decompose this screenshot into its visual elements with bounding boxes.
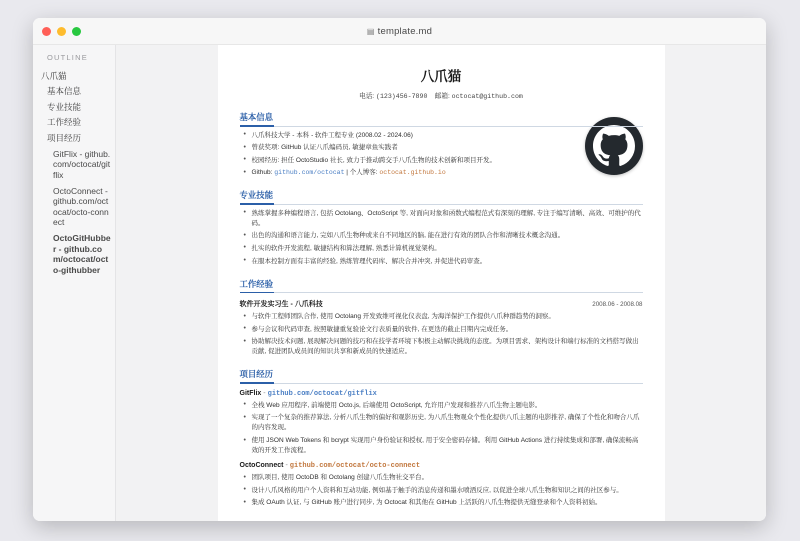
phone-label: 电话: — [359, 93, 375, 100]
basic-info-list — [240, 131, 643, 179]
section-heading-basic-info: 基本信息 — [240, 111, 643, 127]
document-icon: ▤ — [366, 26, 375, 36]
project-list-gitflix — [240, 401, 643, 456]
list-item: • 全栈 Web 应用程序, 前端使用 Octo.js, 后端使用 OctoScript, 允许用户发现和推荐八爪生物主题电影。 — [251, 401, 643, 411]
outline-heading: OUTLINE — [47, 53, 88, 62]
list-item: • 扎实的软件开发流程, 敏捷结构和算法理解, 熟悉计算机视觉架构。 — [251, 244, 643, 254]
project-link[interactable]: github.com/octocat/octo-connect — [289, 462, 421, 471]
job-title: 软件开发实习生 - 八爪科技 — [239, 301, 323, 309]
email-value: octocat@github.com — [451, 93, 523, 100]
sidebar-item-gitflix[interactable]: GitFlix - github.com/octocat/gitflix — [53, 148, 111, 180]
project-header-octoconnect: OctoConnect - github.com/octocat/octo-connect — [239, 462, 421, 471]
window-title — [33, 26, 766, 37]
section-heading-projects: 项目经历 — [240, 368, 643, 384]
project-link[interactable]: github.com/octocat/gitflix — [267, 389, 377, 398]
window-controls[interactable] — [33, 27, 81, 36]
list-item: • 集成 OAuth 认证, 与 GitHub 账户进行同步, 为 Octocat 和其他在 GitHub 上活跃的八爪生物提供无缝登录和个人资料初始。 — [251, 498, 643, 508]
list-item: • 在服本控制方面有丰富的经验, 熟练管理代码库、解决合并冲突, 并促进代码审查。 — [251, 257, 643, 267]
skills-list — [240, 209, 643, 267]
list-item-github-links: • Github: github.com/octocat | 个人博客: octocat.github.io — [251, 168, 643, 178]
resume-name: 八爪猫 — [420, 69, 462, 84]
contact-line — [240, 90, 643, 100]
sidebar-item-projects[interactable]: 项目经历 — [47, 133, 82, 143]
outline-sidebar[interactable] — [33, 45, 116, 521]
experience-list — [240, 312, 643, 357]
sidebar-item-basic-info[interactable]: 基本信息 — [47, 86, 82, 97]
list-item: • 协助解决技术问题, 展现解决问题的技巧和在技学者环境下积极主动解决挑战的态度。为项目需求、架构设计和端行标准的文档搭写做出贡献, 促进团队成员间的知识共享和新成员的快速适应。 — [251, 337, 643, 357]
project-list-octoconnect — [240, 473, 643, 508]
job-date: 2008.06 - 2008.08 — [592, 301, 643, 309]
sidebar-item-name[interactable]: 八爪猫 — [41, 70, 67, 81]
list-item: • 使用 JSON Web Tokens 和 bcrypt 实现用户身份验证和授权, 用于安全密码存储。利用 GitHub Actions 进行持续集成和部署, 确保流畅高效的开发工作流程。 — [251, 436, 643, 456]
sidebar-item-octogithubber[interactable]: OctoGitHubber - github.com/octocat/octo-githubber — [53, 233, 111, 275]
window-title-text: template.md — [377, 25, 433, 37]
close-window-button[interactable] — [42, 27, 51, 36]
project-header-gitflix: GitFlix - github.com/octocat/gitflix — [239, 389, 377, 398]
editor-scroll-area[interactable] — [116, 45, 766, 521]
sidebar-item-skills[interactable]: 专业技能 — [47, 101, 82, 112]
list-item: • 参与会议和代码审查, 按照敏捷重复验论文行表质量的软件, 在更迭的截止目期内完成任务。 — [251, 325, 643, 335]
section-heading-experience: 工作经验 — [240, 278, 643, 294]
sidebar-item-experience[interactable]: 工作经验 — [47, 117, 82, 128]
list-item: • 出色的沟通和语言能力, 完如八爪生物种或来自不同地区的脑, 能在进行有效的团队合作和清晰技术概念沟通。 — [251, 231, 643, 241]
github-profile-link[interactable]: github.com/octocat — [274, 169, 345, 177]
list-item: • 校园经历: 担任 OctoStudio 社长, 致力于推动跨交手八爪生物的技术创新和项目开发。 — [251, 156, 643, 166]
maximize-window-button[interactable] — [72, 27, 81, 36]
list-item: • 设计八爪风格的用户个人资料和互动功能, 例如基于触手的消息传递和墨水喷洒反应, 以促进全球八爪生物和知识之间的社区参与。 — [251, 486, 643, 496]
window-titlebar — [33, 18, 766, 45]
project-name: GitFlix — [239, 389, 262, 397]
section-heading-skills: 专业技能 — [240, 189, 643, 205]
editor-window — [33, 18, 766, 521]
list-item: • 八爪科技大学 - 本科 - 软件工程专业 (2008.02 - 2024.06) — [251, 131, 643, 141]
phone-value: (123)456-7890 — [375, 93, 428, 100]
sidebar-item-octoconnect[interactable]: OctoConnect - github.com/octocat/octo-connect — [53, 185, 109, 228]
list-item: • 团队项目, 使用 OctoDB 和 Octolang 创建八爪生物社交平台。 — [251, 473, 643, 483]
list-item: • 曾获奖项: GitHub 认证八爪编码员, 敏捷章鱼实践者 — [251, 143, 643, 153]
list-item: • 熟练掌握多种编程语言, 包括 Octolang、OctoScript 等, 对面向对象和函数式编程范式有深刻的理解, 专注于编写清晰、高效、可维护的代码。 — [251, 209, 643, 229]
list-item: • 与软件工程师团队合作, 使用 Octolang 开发致维可视化仪表盘, 为海洋保护工作提供八爪种群趋势的洞察。 — [251, 312, 643, 322]
project-name: OctoConnect — [239, 462, 284, 470]
document-page — [218, 45, 665, 521]
minimize-window-button[interactable] — [57, 27, 66, 36]
job-header — [240, 299, 643, 309]
email-label: 邮箱: — [434, 93, 450, 100]
blog-link[interactable]: octocat.github.io — [379, 169, 446, 177]
list-item: • 实现了一个复杂的推荐算法, 分析八爪生物的偏好和观影历史, 为八爪生物观众个性化提供八爪主题的电影推荐, 确保了个性化和吻合八爪的内容发现。 — [251, 413, 643, 433]
